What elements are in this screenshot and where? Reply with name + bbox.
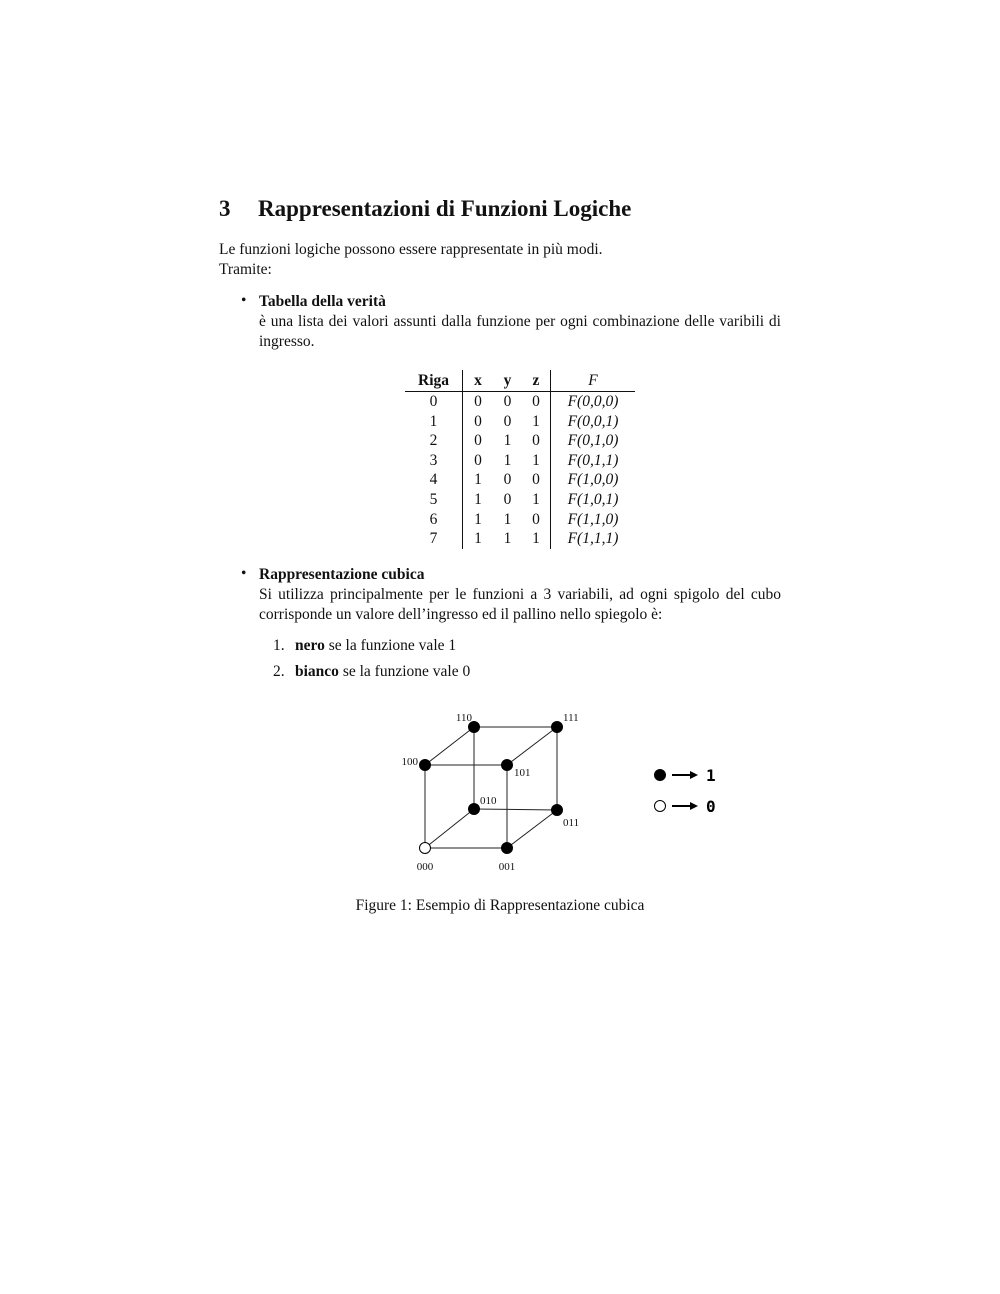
cell-f: F(0,1,1) — [567, 451, 619, 469]
item-title: Tabella della verità — [259, 293, 386, 310]
cell-f: F(1,1,1) — [567, 530, 619, 548]
bullet-marker: • — [241, 565, 247, 582]
cell-z: 1 — [522, 529, 551, 549]
cube-vertex-111 — [552, 722, 563, 733]
cell-y: 0 — [503, 412, 512, 430]
cell-y: 1 — [503, 510, 512, 528]
cell-x: 0 — [474, 451, 482, 469]
cube-edge — [507, 810, 557, 848]
cell-x: 1 — [474, 530, 482, 548]
cube-edge — [507, 727, 557, 765]
table-row — [405, 529, 635, 549]
legend-dot — [655, 770, 666, 781]
cell-y: 1 — [503, 530, 512, 548]
cell-x: 0 — [474, 393, 482, 410]
cube-vertex-label: 110 — [455, 712, 472, 724]
section-number: 3 — [219, 196, 231, 221]
cell-f: F(1,0,0) — [567, 471, 619, 489]
bullet-marker: • — [241, 292, 247, 309]
cell-f: F(0,1,0) — [567, 432, 619, 450]
section-title: Rappresentazioni di Funzioni Logiche — [258, 196, 632, 221]
cell-riga: 7 — [405, 529, 463, 549]
cell-z: 1 — [522, 490, 551, 510]
cube-vertex-100 — [420, 760, 431, 771]
table-row — [405, 470, 635, 490]
figure-caption: Figure 1: Esempio di Rappresentazione cubica — [355, 897, 645, 914]
legend-value: 1 — [706, 766, 716, 785]
cube-vertex-label: 111 — [563, 712, 579, 724]
legend-entry — [655, 797, 716, 816]
enum-text: se la funzione vale 0 — [338, 663, 471, 680]
enum-bold: bianco — [295, 663, 339, 680]
header-y: y — [493, 370, 522, 392]
legend-entry — [655, 766, 716, 785]
table-row — [405, 412, 635, 432]
cube-figure — [390, 700, 730, 880]
cube-edge — [425, 809, 474, 848]
cube-edges — [425, 727, 557, 848]
cell-x: 0 — [474, 432, 482, 450]
cell-y: 0 — [503, 471, 512, 489]
enum-text: se la funzione vale 1 — [324, 637, 457, 654]
cube-vertex-label: 010 — [480, 795, 497, 807]
cube-edge — [425, 727, 474, 765]
cell-riga: 0 — [405, 392, 463, 412]
intro-line-1: Le funzioni logiche possono essere rappresentate in più modi. — [219, 241, 603, 258]
cube-vertex-label: 100 — [401, 756, 418, 768]
cell-z: 0 — [522, 431, 551, 451]
cube-vertex-011 — [552, 805, 563, 816]
cell-y: 1 — [503, 432, 512, 450]
table-row — [405, 510, 635, 530]
header-x: x — [463, 370, 494, 392]
cube-vertex-label: 001 — [498, 861, 516, 873]
intro-line-2: Tramite: — [219, 261, 272, 278]
list-item-cubic — [259, 565, 781, 625]
item-description: Si utilizza principalmente per le funzioni a 3 variabili, ad ogni spigolo del cubo corrisponde un valore dell’ingresso ed il pallino nello spiegolo è: — [259, 586, 781, 623]
cube-legend — [655, 766, 716, 816]
legend-dot — [655, 801, 666, 812]
cube-vertex-label: 011 — [563, 817, 580, 829]
cell-f: F(1,1,0) — [567, 510, 619, 528]
cube-vertex-label: 000 — [416, 861, 434, 873]
arrow-right-icon — [690, 771, 698, 779]
enum-bold: nero — [295, 637, 325, 654]
cell-x: 1 — [474, 490, 482, 508]
item-title: Rappresentazione cubica — [259, 566, 425, 583]
header-z: z — [522, 370, 551, 392]
cell-riga: 2 — [405, 431, 463, 451]
cube-nodes — [420, 722, 563, 854]
list-item-truth-table — [259, 292, 781, 352]
item-description: è una lista dei valori assunti dalla funzione per ogni combinazione delle varibili di ingresso. — [259, 313, 781, 350]
cube-vertex-001 — [502, 843, 513, 854]
header-riga: Riga — [405, 370, 463, 392]
cell-riga: 4 — [405, 470, 463, 490]
table-row — [405, 431, 635, 451]
cube-vertex-000 — [420, 843, 431, 854]
cell-y: 0 — [503, 490, 512, 508]
cube-edge — [474, 809, 557, 810]
cell-riga: 3 — [405, 451, 463, 471]
table-header-row — [405, 370, 635, 392]
cell-riga: 1 — [405, 412, 463, 432]
header-f: F — [551, 370, 636, 392]
enum-number: 2. — [273, 663, 285, 680]
cell-y: 1 — [503, 451, 512, 469]
cell-z: 0 — [522, 470, 551, 490]
cell-x: 0 — [474, 412, 482, 430]
table-row — [405, 490, 635, 510]
table-row — [405, 392, 635, 412]
cell-f: F(1,0,1) — [567, 490, 619, 508]
cell-f: F(0,0,0) — [567, 393, 619, 410]
enum-item-1 — [273, 637, 456, 655]
cell-y: 0 — [503, 393, 512, 410]
cube-vertex-010 — [469, 804, 480, 815]
truth-table — [405, 370, 635, 549]
cell-z: 0 — [522, 510, 551, 530]
cell-f: F(0,0,1) — [567, 412, 619, 430]
cell-z: 1 — [522, 412, 551, 432]
cell-riga: 5 — [405, 490, 463, 510]
cube-vertex-label: 101 — [514, 767, 531, 779]
table-row — [405, 451, 635, 471]
cell-z: 1 — [522, 451, 551, 471]
cell-x: 1 — [474, 510, 482, 528]
section-heading — [219, 196, 631, 222]
truth-table-body — [405, 392, 635, 549]
legend-value: 0 — [706, 797, 716, 816]
cell-riga: 6 — [405, 510, 463, 530]
cell-z: 0 — [522, 392, 551, 412]
cell-x: 1 — [474, 471, 482, 489]
enum-number: 1. — [273, 637, 285, 654]
arrow-right-icon — [690, 802, 698, 810]
enum-item-2 — [273, 663, 470, 681]
cube-vertex-101 — [502, 760, 513, 771]
